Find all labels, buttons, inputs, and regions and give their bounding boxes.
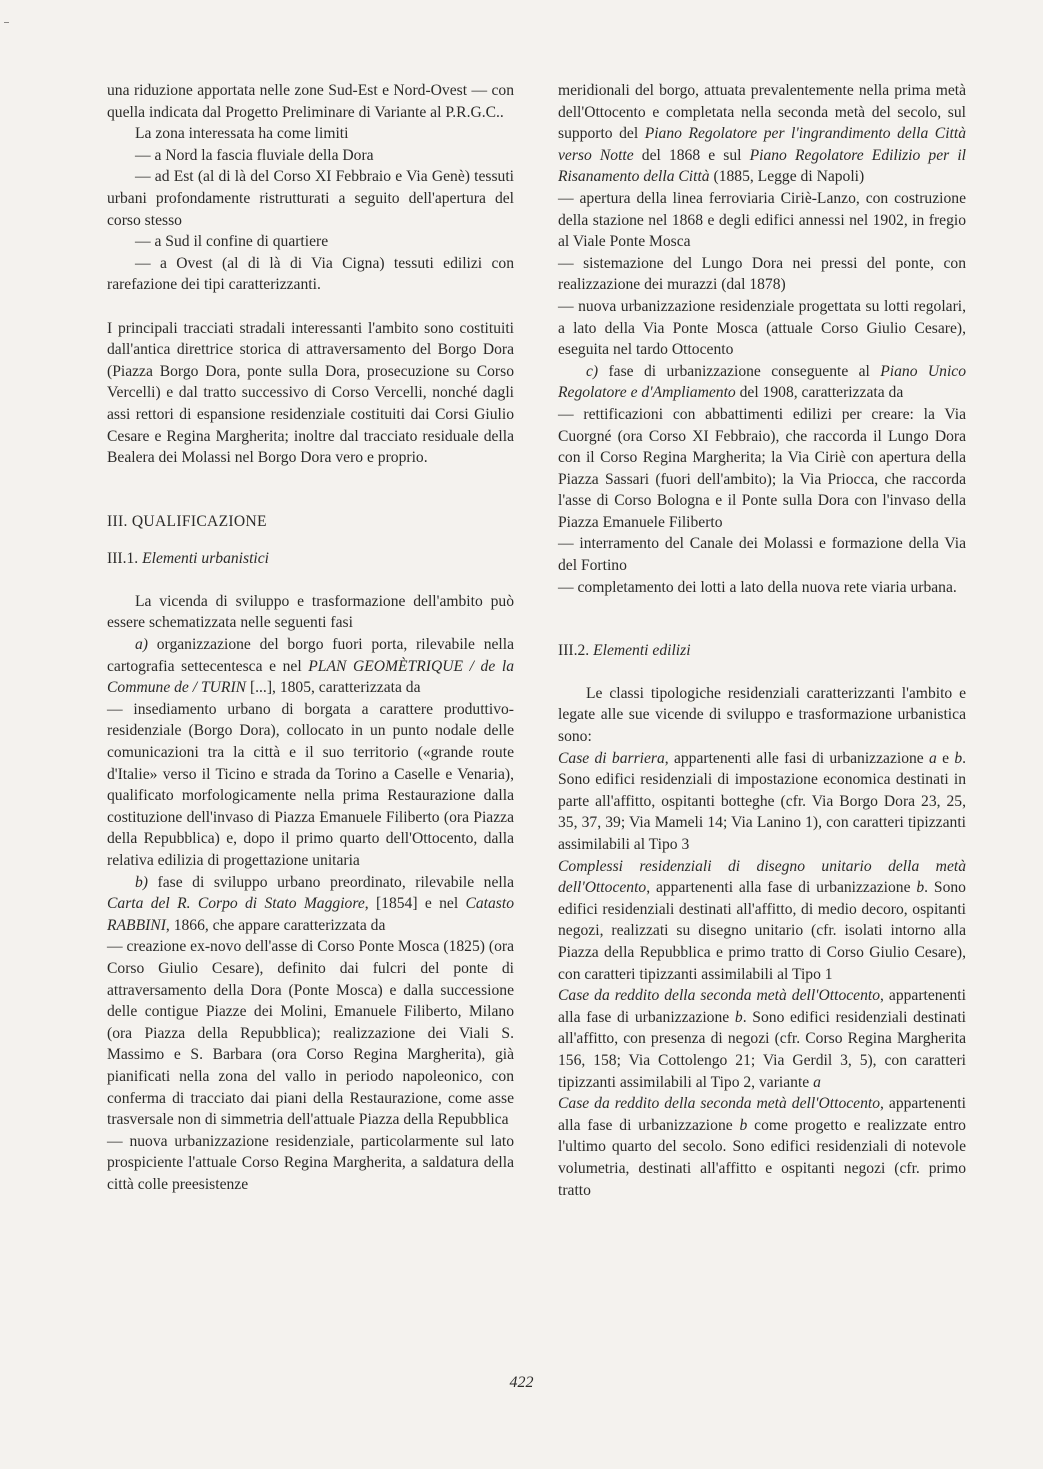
type-entry: Case da reddito della seconda metà dell'Ottocento, appartenenti alla fase di urbanizzazione b come progetto e realizzate entro l'ultimo quarto del secolo. Sono edifici residenziali di notevole volumetria, destinati all'affitto e ospitanti negozi (cfr. primo tratto (558, 1095, 966, 1199)
subsection-title: Elementi urbanistici (142, 550, 269, 568)
limit-item-west: — a Ovest (al di là di Via Cigna) tessuti edilizi con rarefazione dei tipi caratterizzanti. (107, 254, 514, 294)
phase-b-item: — nuova urbanizzazione residenziale, particolarmente sul lato prospiciente l'attuale Corso Regina Margherita, a saldatura della città colle preesistenze (107, 1132, 514, 1193)
phase-letter: c) (586, 362, 599, 380)
left-column (107, 80, 514, 1196)
limit-item-north: — a Nord la fascia fluviale della Dora (135, 146, 374, 164)
type-name: Case di barriera (558, 749, 665, 767)
section-heading: III. QUALIFICAZIONE (107, 512, 267, 530)
type-entry: Case di barriera, appartenenti alle fasi di urbanizzazione a e b. Sono edifici residenziali di impostazione economica destinati in parte all'affitto, ospitanti botteghe (cfr. Via Borgo Dora 23, 25, 35, 37, 39; Via Mameli 14; Via Lanino 1), con caratteri tipizzanti assimilabili al Tipo 3 (558, 749, 967, 853)
subsection-title: Elementi edilizi (593, 642, 691, 660)
carta-title: Carta del R. Corpo di Stato Maggiore (107, 895, 365, 913)
phase-c-item: — interramento del Canale dei Molassi e formazione della Via del Fortino (558, 535, 966, 575)
page-number: 422 (509, 1374, 534, 1391)
phase-b-item: — nuova urbanizzazione residenziale progettata su lotti regolari, a lato della Via Ponte Mosca (attuale Corso Giulio Cesare), eseguita nel tardo Ottocento (558, 297, 966, 359)
subsection-number: III.2. (558, 642, 590, 660)
catasto-title: Catasto RABBINI (107, 895, 514, 934)
type-entry: Complessi residenziali di disegno unitario della metà dell'Ottocento, appartenenti alla fase di urbanizzazione b. Sono edifici residenziali destinati all'affitto, di medio decoro, ospitanti negozi, realizzati su disegno unitario (cfr. isolati intorno alla Piazza della Repubblica e primo tratto di Corso Giulio Cesare), con caratteri tipizzanti assimilabili al Tipo 1 (558, 857, 966, 983)
phase-c-item: — rettificazioni con abbattimenti edilizi per creare: la Via Cuorgné (ora Corso XI Febbraio), che raccorda il Lungo Dora con il Corso Regina Margherita; la Via Ciriè con apertura della Piazza Sassari (fuori dell'ambito); la Via Priocca, che raccorda l'asse di Corso Bologna e il Ponte sulla Dora con l'invaso della Piazza Emanuele Filiberto (558, 405, 966, 531)
phase-a-item: — insediamento urbano di borgata a carattere produttivo-residenziale (Borgo Dora), collocato in un punto nodale delle comunicazioni tra la città e il suo territorio («grande route d'Italie» verso il Ticino e strada da Torino a Caselle e Venaria), qualificato morfologicamente nella prima Restaurazione dalla costituzione dell'invaso di Piazza Emanuele Filiberto (ora Piazza della Repubblica) e, dopo il primo quarto dell'Ottocento, dalla relativa edilizia di progettazione unitaria (107, 700, 514, 869)
limit-item-east: — ad Est (al di là del Corso XI Febbraio e Via Genè) tessuti urbani profondamente ristrutturati a seguito dell'apertura del corso stesso (107, 168, 514, 229)
phase-b-paragraph: b) fase di sviluppo urbano preordinato, rilevabile nella Carta del R. Corpo di Stato Maggiore, [1854] e nel Catasto RABBINI, 1866, che appare caratterizzata da (107, 873, 514, 934)
phase-letter: a) (135, 636, 148, 654)
phase-b-item: — creazione ex-novo dell'asse di Corso Ponte Mosca (1825) (ora Corso Giulio Cesare), definito dai fulcri del ponte di attraversamento della Dora (Ponte Mosca) e dalla successione delle contigue Piazze dei Molini, Emanuele Filiberto, Milano (ora Piazza della Repubblica); realizzazione dei Viali S. Massimo e S. Barbara (ora Corso Regina Margherita), già pianificati nella zona del vallo in periodo napoleonico, con conferma di tracciato dai piani della Restaurazione, come asse trasversale non di simmetria dell'attuale Piazza della Repubblica (107, 938, 514, 1129)
intro-paragraph: una riduzione apportata nelle zone Sud-Est e Nord-Ovest — con quella indicata dal Progetto Preliminare di Variante al P.R.G.C.. (107, 82, 514, 121)
phase-a-paragraph: a) organizzazione del borgo fuori porta, rilevabile nella cartografia settecentesca e nel PLAN GEOMÈTRIQUE / de la Commune de / TURIN [...], 1805, caratterizzata da (107, 636, 514, 697)
phase-c-paragraph: c) fase di urbanizzazione conseguente al Piano Unico Regolatore e d'Ampliamento del 1908, caratterizzata da (558, 362, 966, 402)
phase-b-item: — sistemazione del Lungo Dora nei pressi del ponte, con realizzazione dei murazzi (dal 1878) (558, 254, 966, 294)
piano-title: Piano Regolatore per l'ingrandimento della Città verso Notte (558, 125, 966, 164)
subsection-heading-2 (558, 640, 966, 662)
tracciati-paragraph: I principali tracciati stradali interessanti l'ambito sono costituiti dall'antica direttrice storica di attraversamento del Borgo Dora (Piazza Borgo Dora, ponte sulla Dora, prosecuzione su Corso Vercelli) e dal tratto successivo di Corso Vercelli, nonché dagli assi rettori di espansione residenziale costituiti dai Corsi Giulio Cesare e Regina Margherita; inoltre dal tracciato residuale della Bealera dei Molassi nel Borgo Dora vero e proprio. (107, 319, 514, 467)
type-entry: Case da reddito della seconda metà dell'Ottocento, appartenenti alla fase di urbanizzazione b. Sono edifici residenziali destinati all'affitto, con presenza di negozi (cfr. Corso Regina Margherita 156, 158; Via Cottolengo 21; Via Gerdil 3, 5), con caratteri tipizzanti assimilabili al Tipo 2, variante a (558, 987, 966, 1091)
page-edge-mark (4, 22, 9, 23)
right-column (558, 80, 966, 1201)
continuation-paragraph: meridionali del borgo, attuata prevalentemente nella prima metà dell'Ottocento e completata nella seconda metà del secolo, sul supporto del Piano Regolatore per l'ingrandimento della Città verso Notte del 1868 e sul Piano Regolatore Edilizio per il Risanamento della Città (1885, Legge di Napoli) (558, 82, 966, 186)
subsection-heading-1 (107, 548, 514, 570)
phase-c-item: — completamento dei lotti a lato della nuova rete viaria urbana. (558, 578, 957, 596)
type-name: Case da reddito della seconda metà dell'Ottocento (558, 1095, 881, 1113)
type-name: Case da reddito della seconda metà dell'Ottocento (558, 987, 881, 1005)
vicenda-paragraph: La vicenda di sviluppo e trasformazione dell'ambito può essere schematizzata nelle seguenti fasi (107, 592, 514, 632)
type-name: Complessi residenziali di disegno unitario della metà dell'Ottocento (558, 857, 966, 897)
subsection-number: III.1. (107, 550, 139, 568)
phase-b-item: — apertura della linea ferroviaria Ciriè-Lanzo, con costruzione della stazione nel 1868 e degli edifici annessi nel 1902, in fregio al Viale Ponte Mosca (558, 189, 966, 251)
classi-intro: Le classi tipologiche residenziali caratterizzanti l'ambito e legate alle sue vicende di sviluppo e trasformazione urbanistica sono: (558, 684, 966, 746)
piano-title: Piano Regolatore Edilizio per il Risanamento della Città (558, 146, 966, 186)
piano-title: Piano Unico Regolatore e d'Ampliamento (558, 362, 966, 402)
limits-intro: La zona interessata ha come limiti (135, 125, 349, 143)
limit-item-south: — a Sud il confine di quartiere (135, 233, 329, 251)
plan-title: PLAN GEOMÈTRIQUE / de la Commune de / TURIN (107, 657, 514, 697)
phase-letter: b) (135, 873, 148, 891)
